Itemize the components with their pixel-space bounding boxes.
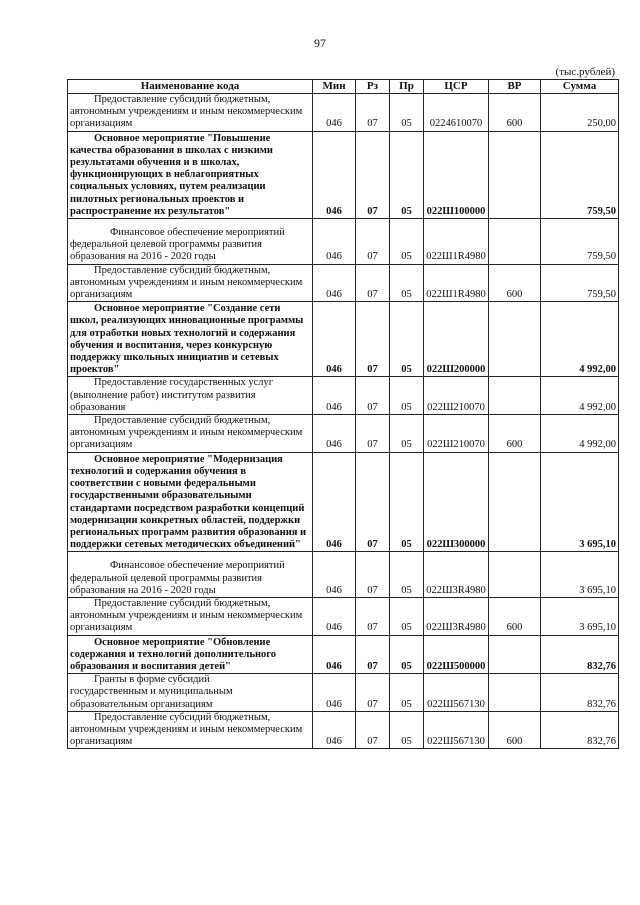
row-pr: 05 [390,415,424,453]
row-name-rest: (выполнение работ) институтом развития образования [70,389,256,413]
row-vr: 600 [489,94,541,132]
row-name-first-line: Предоставление субсидий бюджетным, [94,94,271,105]
row-pr: 05 [390,635,424,674]
row-vr [489,635,541,674]
row-vr: 600 [489,711,541,749]
row-min: 046 [313,264,356,302]
row-pr: 05 [390,674,424,712]
row-csr: 022Ш200000 [424,302,489,377]
row-min: 046 [313,94,356,132]
row-csr: 022Ш567130 [424,674,489,712]
row-name [68,377,313,415]
row-pr: 05 [390,131,424,218]
table-row [68,219,619,265]
row-min: 046 [313,131,356,218]
row-vr [489,377,541,415]
row-name [68,635,313,674]
row-name-rest: качества образования в школах с низкими результатами обучения и в школах, функционирующих в неблагоприятных социальных условиях, путем реализации пилотных региональных проектов и распространение их результатов" [70,144,273,217]
row-name [68,219,313,265]
row-name [68,302,313,377]
row-pr: 05 [390,377,424,415]
table-row [68,552,619,598]
row-sum: 832,76 [541,635,619,674]
table-row [68,131,619,218]
row-min: 046 [313,452,356,552]
row-name-first-line: Основное мероприятие "Создание сети [94,303,281,315]
row-pr: 05 [390,711,424,749]
row-name-first-line: Финансовое обеспечение мероприятий [110,227,285,239]
row-sum: 3 695,10 [541,452,619,552]
row-pr: 05 [390,452,424,552]
row-csr: 022Ш1R4980 [424,219,489,265]
page-number: 97 [314,36,326,50]
row-rz: 07 [356,552,390,598]
row-min: 046 [313,302,356,377]
row-vr: 600 [489,415,541,453]
row-rz: 07 [356,452,390,552]
table-row [68,415,619,453]
row-min: 046 [313,219,356,265]
row-csr: 022Ш3R4980 [424,552,489,598]
row-csr: 022Ш3R4980 [424,597,489,635]
row-name-first-line: Предоставление субсидий бюджетным, [94,264,271,276]
row-name [68,452,313,552]
table-row [68,94,619,132]
header-rz: Рз [356,80,390,94]
row-name [68,264,313,302]
row-min: 046 [313,674,356,712]
row-vr [489,674,541,712]
table-row [68,635,619,674]
row-csr: 022Ш210070 [424,415,489,453]
row-name-rest: автономным учреждениям и иным некоммерческим организациям [70,723,303,748]
row-min: 046 [313,552,356,598]
row-name-rest: технологий и содержания обучения в соответствии с новыми федеральными государственными образовательными стандартами посредством разработки концепций модернизации конкретных областей, поддержки региональных программ развития образования и поддержки сетевых методических объединений" [70,465,307,551]
row-sum: 3 695,10 [541,552,619,598]
row-csr: 022Ш1R4980 [424,264,489,302]
row-min: 046 [313,711,356,749]
row-name-rest: автономным учреждениям и иным некоммерческим организациям [70,427,303,451]
units-label: (тыс.рублей) [555,66,615,78]
row-name-rest: автономным учреждениям и иным некоммерческим организациям [70,276,303,301]
row-rz: 07 [356,635,390,674]
row-name [68,597,313,635]
row-vr [489,302,541,377]
row-name-rest: федеральной целевой программы развития образования на 2016 - 2020 годы [70,239,263,263]
row-rz: 07 [356,94,390,132]
row-name-first-line: Основное мероприятие "Обновление [94,636,271,648]
row-csr: 0224610070 [424,94,489,132]
row-pr: 05 [390,264,424,302]
row-min: 046 [313,597,356,635]
row-name [68,415,313,453]
row-sum: 4 992,00 [541,415,619,453]
row-csr: 022Ш567130 [424,711,489,749]
header-vr: ВР [489,80,541,94]
row-min: 046 [313,635,356,674]
row-sum: 4 992,00 [541,377,619,415]
row-vr [489,219,541,265]
header-csr: ЦСР [424,80,489,94]
table-row [68,302,619,377]
row-name-first-line: Гранты в форме субсидий [94,674,210,686]
row-name-rest: автономным учреждениям и иным некоммерческим организациям [70,106,303,130]
row-name [68,711,313,749]
row-name-first-line: Основное мероприятие "Модернизация [94,453,283,465]
row-rz: 07 [356,674,390,712]
row-sum: 3 695,10 [541,597,619,635]
row-sum: 832,76 [541,711,619,749]
table-row [68,674,619,712]
row-rz: 07 [356,415,390,453]
row-min: 046 [313,377,356,415]
row-pr: 05 [390,552,424,598]
row-sum: 759,50 [541,264,619,302]
row-name-first-line: Предоставление субсидий бюджетным, [94,415,271,427]
row-sum: 832,76 [541,674,619,712]
row-pr: 05 [390,219,424,265]
row-name-rest: автономным учреждениям и иным некоммерческим организациям [70,610,303,634]
row-name-first-line: Предоставление субсидий бюджетным, [94,597,271,609]
header-pr: Пр [390,80,424,94]
row-sum: 759,50 [541,131,619,218]
row-vr [489,452,541,552]
budget-table [67,79,619,749]
row-name-rest: государственным и муниципальным образовательным организациям [70,686,233,710]
row-pr: 05 [390,94,424,132]
row-sum: 4 992,00 [541,302,619,377]
header-sum: Сумма [541,80,619,94]
row-vr: 600 [489,597,541,635]
row-rz: 07 [356,597,390,635]
header-name: Наименование кода [68,80,313,94]
row-pr: 05 [390,302,424,377]
header-min: Мин [313,80,356,94]
row-name [68,552,313,598]
row-sum: 759,50 [541,219,619,265]
row-name-first-line: Предоставление субсидий бюджетным, [94,711,271,723]
table-row [68,452,619,552]
table-row [68,264,619,302]
table-row [68,597,619,635]
row-name-rest: школ, реализующих инновационные программы для отработки новых технологий и содержания обучения и воспитания, через конкурсную поддержку школьных инициатив и сетевых проектов" [70,315,304,376]
table-row [68,711,619,749]
row-rz: 07 [356,219,390,265]
row-name [68,674,313,712]
row-csr: 022Ш500000 [424,635,489,674]
row-sum: 250,00 [541,94,619,132]
row-vr: 600 [489,264,541,302]
row-rz: 07 [356,302,390,377]
row-name [68,94,313,132]
table-header-row [68,80,619,94]
row-rz: 07 [356,264,390,302]
row-vr [489,552,541,598]
row-pr: 05 [390,597,424,635]
table-row [68,377,619,415]
row-rz: 07 [356,711,390,749]
row-name-first-line: Основное мероприятие "Повышение [94,132,271,144]
row-name-rest: содержания и технологий дополнительного образования и воспитания детей" [70,648,277,672]
row-name [68,131,313,218]
row-name-first-line: Предоставление государственных услуг [94,377,274,389]
row-name-rest: федеральной целевой программы развития образования на 2016 - 2020 годы [70,572,263,596]
row-csr: 022Ш210070 [424,377,489,415]
row-vr [489,131,541,218]
row-csr: 022Ш300000 [424,452,489,552]
row-rz: 07 [356,131,390,218]
row-csr: 022Ш100000 [424,131,489,218]
row-min: 046 [313,415,356,453]
row-rz: 07 [356,377,390,415]
row-name-first-line: Финансовое обеспечение мероприятий [110,560,285,572]
